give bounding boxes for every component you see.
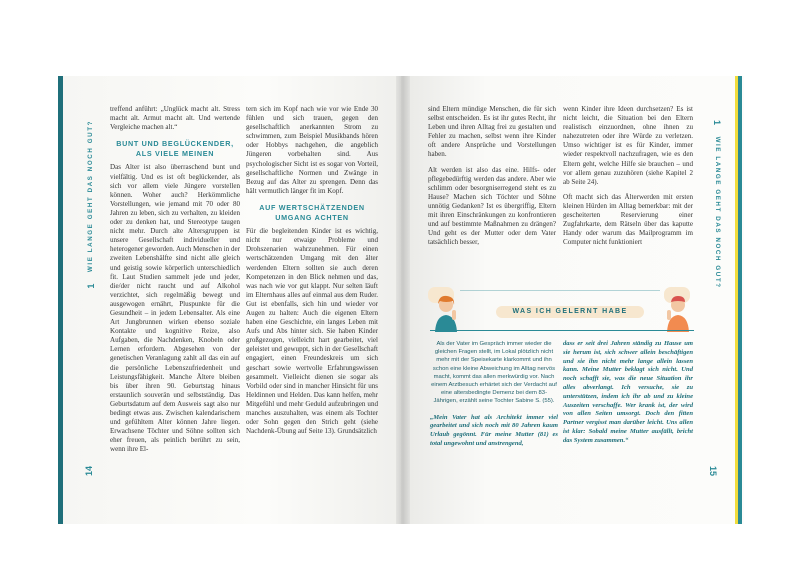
section-heading: AUF WERTSCHÄTZENDEN UMGANG ACHTEN	[259, 202, 365, 222]
paragraph: Das Alter ist also überraschend bunt und vielfältig. Und es ist oft beglückender, als sich vor allem viele Jüngere vorstellen können. Woher auch? Herkömmliche Vorstellungen, wie jemand mit 70 oder 80 Jahren zu leben, sich zu verhalten, zu kleiden oder zu denken hat, und Stereotype taugen nicht mehr. Durch alte Altersgruppen ist unsere Gesellschaft individueller und heterogener geworden. Auch Menschen in der zweiten Lebenshälfte sind nicht alle gleich und geistig sowie körperlich unterschiedlich fit. Laut Studien sammelt jede und jeder, die/der nicht raucht und auf Alkohol verzichtet, sich regelmäßig bewegt und ausgewogen ernährt, Pluspunkte für die Gesundheit – in jedem Lebensalter. Als eine Art Jungbrunnen wirken ebenso soziale Kontakte und kognitive Reize, also Aufgaben, die Nachdenken, Knobeln oder Lernen erfordern. Abgesehen von der genetischen Veranlagung zahlt all das ein auf die persönliche Lebenszufriedenheit und Leistungsfähigkeit. Manche Ältere bleiben bis über ihren 90. Geburtstag hinaus erstaunlich souverän und selbstständig. Das Geburtsdatum auf dem Ausweis sagt also nur bedingt etwas aus. Zwischen kalendarischem und gefühltem Alter können Jahre liegen. Erwachsene Töchter und Söhne sollten sich eher freuen, als peinlich berührt zu sein, wenn ihre El-	[110, 163, 240, 454]
box-quote: „Mein Vater hat als Architekt immer viel gearbeitet und sich noch mit 80 Jahren kaum Urlaub gegönnt. Für meine Mutter (81) es total ungewohnt und anstrengend,	[430, 413, 558, 448]
box-rule	[430, 330, 694, 331]
left-running-head	[86, 120, 96, 289]
section-heading: BUNT UND BEGLÜCKENDER, ALS VIELE MEINEN	[116, 139, 234, 158]
woman-illustration-icon	[432, 292, 462, 332]
man-illustration-icon	[662, 292, 692, 332]
left-column-1	[110, 105, 240, 454]
paragraph: Oft macht sich das Älterwerden mit ersten kleinen Hürden im Alltag bemerkbar: mit der gescheiterten Reservierung einer Zugfahrkarte, dem Rätseln über das kaputte Handy oder warum das Mailprogramm im Computer nicht funktioniert	[563, 192, 693, 247]
paragraph: treffend anführt: „Unglück macht alt. Stress macht alt. Armut macht alt. Und wertende Vergleiche machen alt.“	[110, 105, 240, 132]
left-column-2	[246, 105, 378, 436]
running-head-text: WIE LANGE GEHT DAS NOCH GUT?	[714, 136, 721, 289]
box-column-right	[563, 340, 693, 446]
running-head-text: WIE LANGE GEHT DAS NOCH GUT?	[87, 120, 94, 273]
paragraph: Für die begleitenden Kinder ist es wichtig, nicht nur etwaige Probleme und Drohszenarien wahrzunehmen. Für einen wertschätzenden Umgang mit den älter werdenden Eltern sollten sie auch deren Kompetenzen in den Blick nehmen und das, was nach wie vor gut klappt. Nur selten läuft im Elternhaus alles auf einmal aus dem Ruder. Gut ist ebenfalls, sich hin und wieder vor Augen zu halten: Auch die eigenen Eltern haben eine Geschichte, ein langes Leben mit Aufs und Abs hinter sich. Sie haben Kinder großgezogen, vielleicht hart gearbeitet, viel geleistet und gewuppt, sich in der Gesellschaft engagiert, einen Freundeskreis um sich geschart sowie wertvolle Erfahrungswissen gesammelt. Vielleicht dienen sie sogar als Vorbild oder sind in mancher Hinsicht für uns Heldinnen und Helden. Das kann helfen, mehr Mitgefühl und mehr Geduld aufzubringen und manches auszuhalten, was einem als Tochter oder Sohn gegen den Strich geht (siehe Nachdenk-Übung auf Seite 13). Grundsätzlich	[246, 227, 378, 436]
page-number-right: 15	[708, 466, 718, 477]
right-column-2	[563, 105, 693, 247]
gutter-shadow	[396, 76, 410, 524]
page-number-left: 14	[84, 466, 94, 477]
right-edge-teal-band	[738, 76, 742, 524]
paragraph: tern sich im Kopf nach wie vor wie Ende 30 fühlen und sich trauen, gegen den gesellschaftlich anerkannten Strom zu schwimmen, zum Beispiel Musikbands hören oder Hobbys nachgehen, die angeblich Jüngeren vorbehalten sind. Aus psychologischer Sicht ist es sogar von Vorteil, gesellschaftliche Normen und Zwänge in Bezug auf das Alter zu sprengen. Denn das hält vermutlich länger fit im Kopf.	[246, 105, 378, 195]
box-top-rule	[460, 290, 660, 291]
chapter-number: 1	[712, 120, 722, 127]
chapter-number: 1	[86, 282, 96, 289]
paragraph: wenn Kinder ihre Ideen durchsetzen? Es ist nicht leicht, die Situation bei den Eltern realistisch einzuordnen, ohne ihnen zu nahezutreten oder ihre Würde zu verletzen. Umso wichtiger ist es für Kinder, immer wieder respektvoll nachzufragen, wie es den Eltern geht, welche Hilfe sie brauchen – und vor allem genau zuzuhören (siehe Kapitel 2 ab Seite 24).	[563, 105, 693, 186]
paragraph: Alt werden ist also das eine. Hilfs- oder pflegebedürftig werden das andere. Aber wie schlimm oder besorgniserregend steht es zu Hause? Machen sich Töchter und Söhne unnötig Gedanken? Ist es übergriffig, Eltern mit ihren Einschränkungen zu konfrontieren und auf bestimmte Maßnahmen zu drängen? Und geht es der Mutter oder dem Vater tatsächlich besser,	[428, 165, 556, 247]
right-column-1	[428, 105, 556, 247]
box-column-left	[430, 340, 558, 449]
left-edge-band	[58, 76, 63, 524]
box-intro-text: Als der Vater im Gespräch immer wieder die gleichen Fragen stellt, im Lokal plötzlich nicht mehr mit der Speisekarte klarkommt und ihn schon eine kleine Abweichung im Alltag nervös macht, kommt das allen merkwürdig vor. Nach einem Arztbesuch erhärtet sich der Verdacht auf eine altersbedingte Demenz bei dem 83-Jährigen, erzählt seine Tochter Sabine S. (55).	[431, 341, 557, 405]
box-title: WAS ICH GELERNT HABE	[496, 306, 644, 318]
box-quote: dass er seit drei Jahren ständig zu Hause um sie herum ist, sich schwer allein beschäftigen und sie ihn nicht mehr lange allein lassen kann. Meine Mutter beklagt sich nicht. Und noch schafft sie, was die neue Situation ihr alles abverlangt. Ich versuche, sie zu unterstützen, indem ich ihr ab und zu kleine Auszeiten verschaffe. Wer krank ist, der wird von allen Seiten umsorgt. Doch den fitten Partner vergisst man darüber leicht. Uns allen ist klar: Sobald meine Mutter ausfällt, bricht das System zusammen.“	[563, 340, 693, 444]
paragraph: sind Eltern mündige Menschen, die für sich selbst entscheiden. Es ist ihr gutes Recht, ihr Leben und ihren Alltag frei zu gestalten und Fehler zu machen, selbst wenn ihre Kinder oft andere Ansprüche und Vorstellungen haben.	[428, 105, 556, 159]
right-running-head	[712, 120, 722, 289]
